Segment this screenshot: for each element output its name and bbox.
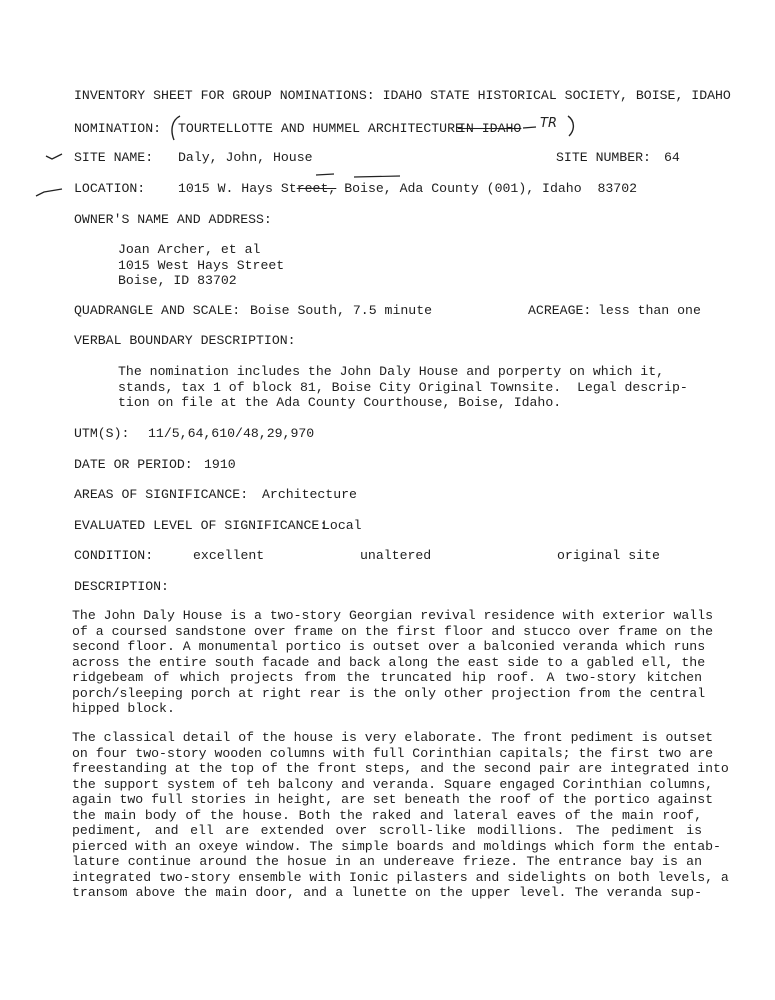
- description-p1-line: second floor. A monumental portico is outset over a balconied veranda which runs: [72, 639, 706, 654]
- description-p1-line: porch/sleeping porch at right rear is the only other projection from the central: [72, 686, 706, 701]
- utm-label: UTM(S):: [74, 426, 130, 441]
- handwritten-close-bracket-mark: [566, 114, 578, 138]
- handwritten-check-mark: [44, 150, 64, 162]
- acreage-label: ACREAGE:: [528, 303, 592, 318]
- handwritten-underline-marks: [314, 170, 404, 180]
- handwritten-check-mark-2: [34, 186, 64, 200]
- description-p2-line: freestanding at the top of the front steps, and the second pair are integrated into: [72, 761, 729, 776]
- owner-line: Joan Archer, et al: [118, 242, 261, 257]
- description-p1-line: of a coursed sandstone over frame on the first floor and stucco over frame on the: [72, 624, 714, 639]
- location-city: Boise, Ada County (001), Idaho 83702: [336, 181, 638, 196]
- boundary-label: VERBAL BOUNDARY DESCRIPTION:: [74, 333, 296, 348]
- nomination-value: TOURTELLOTTE AND HUMMEL ARCHITECTURE: [178, 121, 463, 136]
- site-name-value: Daly, John, House: [178, 150, 313, 165]
- description-p2-line: pierced with an oxeye window. The simple boards and moldings which form the entab-: [72, 839, 721, 854]
- date-label: DATE OR PERIOD:: [74, 457, 193, 472]
- level-label: EVALUATED LEVEL OF SIGNIFICANCE:: [74, 518, 328, 533]
- boundary-line: The nomination includes the John Daly House and porperty on which it,: [118, 364, 665, 379]
- description-p2-line: The classical detail of the house is very elaborate. The front pediment is outset: [72, 730, 714, 745]
- date-value: 1910: [204, 457, 236, 472]
- boundary-line: tion on file at the Ada County Courthouse, Boise, Idaho.: [118, 395, 562, 410]
- page-header: INVENTORY SHEET FOR GROUP NOMINATIONS: IDAHO STATE HISTORICAL SOCIETY, BOISE, IDAHO: [74, 88, 731, 103]
- quadrangle-label: QUADRANGLE AND SCALE:: [74, 303, 241, 318]
- nomination-struck-text: IN IDAHO: [458, 121, 522, 136]
- nomination-label: NOMINATION:: [74, 121, 162, 136]
- nomination-handwritten-note: TR: [540, 116, 557, 131]
- description-p1-line: hipped block.: [72, 701, 175, 716]
- owner-label: OWNER'S NAME AND ADDRESS:: [74, 212, 272, 227]
- description-p2-line: lature continue around the hosue in an undereave frieze. The entrance bay is an: [72, 854, 702, 869]
- location-struck-text: reet,: [296, 181, 337, 196]
- level-value: Local: [322, 518, 362, 533]
- description-p2-line: the main body of the house. Both the raked and lateral eaves of the main roof,: [72, 808, 702, 823]
- location-street: 1015 W. Hays St: [178, 181, 297, 196]
- description-p2-line: again two full stories in height, are set beneath the roof of the portico against: [72, 792, 714, 807]
- areas-value: Architecture: [262, 487, 357, 502]
- description-p1-line: The John Daly House is a two-story Georgian revival residence with exterior walls: [72, 608, 714, 623]
- location-value: [178, 181, 637, 197]
- areas-label: AREAS OF SIGNIFICANCE:: [74, 487, 249, 502]
- description-p2-line: pediment, and ell are extended over scroll-like modillions. The pediment is: [72, 823, 702, 838]
- handwritten-dash-mark: [522, 122, 538, 132]
- condition-value: unaltered: [360, 548, 432, 563]
- owner-line: Boise, ID 83702: [118, 273, 237, 288]
- description-p1-line: ridgebeam of which projects from the truncated hip roof. A two-story kitchen: [72, 670, 702, 685]
- site-number-value: 64: [664, 150, 680, 165]
- boundary-line: stands, tax 1 of block 81, Boise City Original Townsite. Legal descrip-: [118, 380, 688, 395]
- site-name-label: SITE NAME:: [74, 150, 154, 165]
- acreage-value: less than one: [598, 303, 701, 318]
- description-p2-line: transom above the main door, and a lunette on the upper level. The veranda sup-: [72, 885, 702, 900]
- description-p1-line: across the entire south facade and back along the east side to a gabled ell, the: [72, 655, 706, 670]
- quadrangle-value: Boise South, 7.5 minute: [250, 303, 433, 318]
- condition-value: original site: [557, 548, 660, 563]
- condition-label: CONDITION:: [74, 548, 154, 563]
- owner-line: 1015 West Hays Street: [118, 258, 285, 273]
- site-number-label: SITE NUMBER:: [556, 150, 651, 165]
- description-label: DESCRIPTION:: [74, 579, 169, 594]
- description-p2-line: on four two-story wooden columns with full Corinthian capitals; the first two are: [72, 746, 714, 761]
- utm-value: 11/5,64,610/48,29,970: [148, 426, 315, 441]
- condition-value: excellent: [193, 548, 265, 563]
- description-p2-line: the support system of teh balcony and veranda. Square engaged Corinthian columns,: [72, 777, 714, 792]
- location-label: LOCATION:: [74, 181, 146, 196]
- description-p2-line: integrated two-story ensemble with Ionic pilasters and sidelights on both levels, a: [72, 870, 729, 885]
